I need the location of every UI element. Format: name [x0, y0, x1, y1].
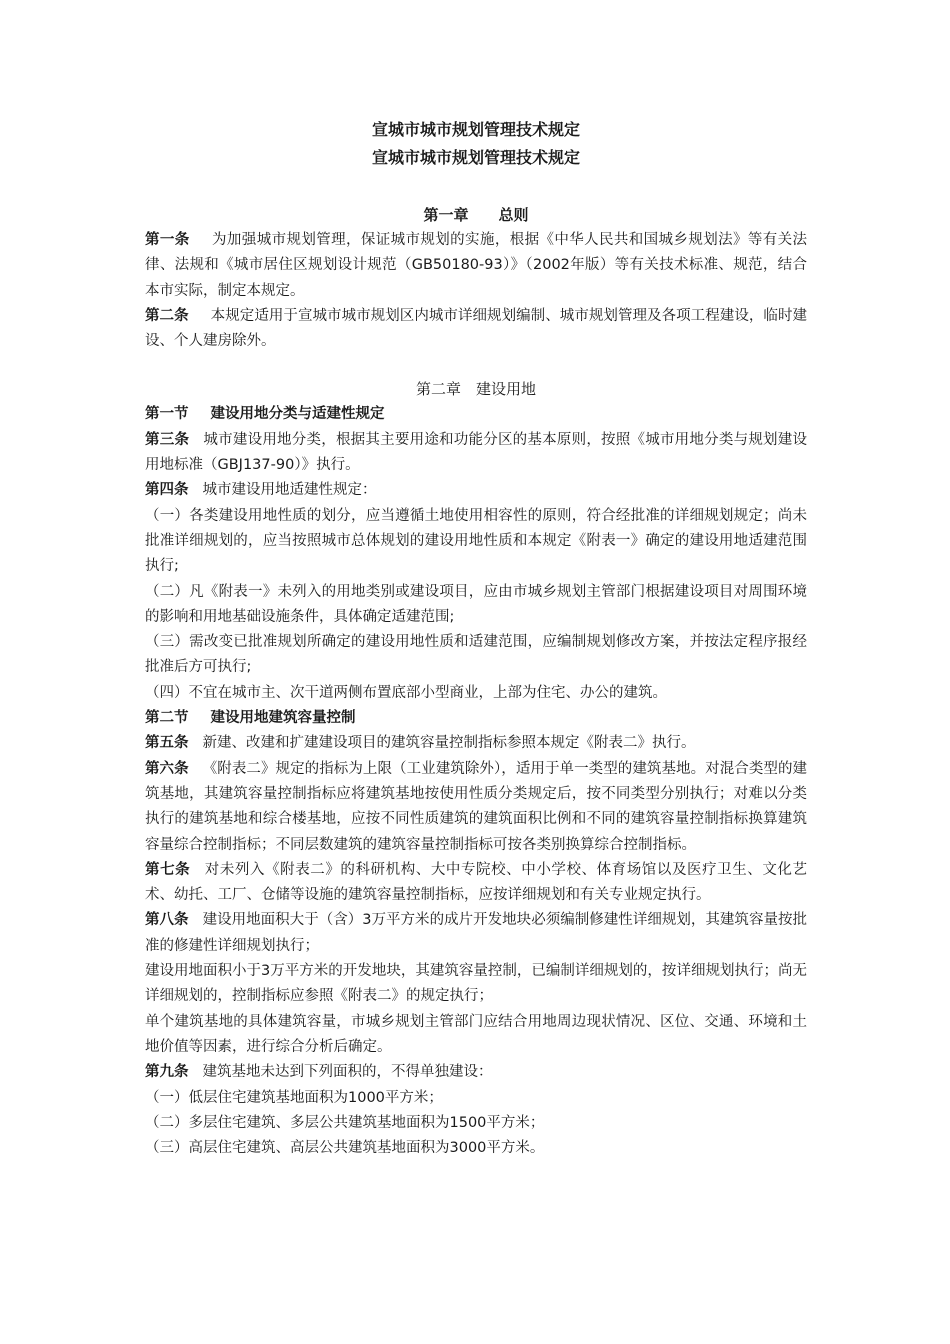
list-item: （一）低层住宅建筑基地面积为1000平方米；: [145, 1089, 443, 1106]
section-label: 第一节: [145, 406, 189, 423]
list-item: （二）凡《附表一》未列入的用地类别或建设项目，应由市城乡规划主管部门根据建设项目对周围环境的影响和用地基础设施条件，具体确定适建范围;: [145, 583, 807, 625]
section-heading-1: [145, 402, 807, 427]
article-1: [145, 228, 807, 304]
article-label: 第一条: [145, 232, 190, 248]
spacer: [145, 354, 807, 376]
list-item: （三）需改变已批准规划所确定的建设用地性质和适建范围，应编制规划修改方案，并按法定程序报经批准后方可执行;: [145, 634, 807, 676]
article-label: 第九条: [145, 1064, 189, 1081]
document-subtitle: 宣城市城市规划管理技术规定: [371, 148, 580, 167]
section-text: 建设用地建筑容量控制: [210, 710, 356, 727]
chapter-heading-2: 第二章 建设用地: [415, 380, 536, 399]
article-label: 第七条: [145, 861, 191, 878]
paragraph: 单个建筑基地的具体建筑容量，市城乡规划主管部门应结合用地周边现状情况、区位、交通、环境和土地价值等因素，进行综合分析后确定。: [145, 1013, 807, 1055]
document-title: 宣城市城市规划管理技术规定: [371, 120, 580, 139]
document-body: [145, 116, 807, 1161]
list-item: （四）不宜在城市主、次干道两侧布置底部小型商业，上部为住宅、办公的建筑。: [145, 684, 667, 701]
section-label: 第二节: [145, 710, 189, 727]
article-8: [145, 908, 807, 959]
list-item: （三）高层住宅建筑、高层公共建筑基地面积为3000平方米。: [145, 1140, 545, 1157]
article-text: 对未列入《附表二》的科研机构、大中专院校、中小学校、体育场馆以及医疗卫生、文化艺术、幼托、工厂、仓储等设施的建筑容量控制指标，应按详细规划和有关专业规定执行。: [145, 861, 808, 904]
article-9: [145, 1060, 807, 1085]
article-4: [145, 478, 807, 503]
article-2: [145, 304, 807, 355]
article-3: [145, 428, 807, 479]
article-6: [145, 757, 807, 858]
chapter-heading-1: 第一章 总则: [423, 206, 529, 224]
article-text: 建设用地面积大于（含）3万平方米的成片开发地块必须编制修建性详细规划，其建筑容量按批准的修建性详细规划执行；: [145, 912, 807, 954]
article-label: 第八条: [145, 912, 189, 929]
spacer: [145, 172, 807, 202]
section-text: 建设用地分类与适建性规定: [210, 406, 385, 423]
list-item: （二）多层住宅建筑、多层公共建筑基地面积为1500平方米；: [145, 1114, 545, 1131]
article-text: 城市建设用地分类，根据其主要用途和功能分区的基本原则，按照《城市用地分类与规划建设用地标准（GBJ137-90）》执行。: [145, 431, 808, 474]
article-label: 第二条: [145, 307, 189, 324]
paragraph: 建设用地面积小于3万平方米的开发地块，其建筑容量控制，已编制详细规划的，按详细规划执行；尚无详细规划的，控制指标应参照《附表二》的规定执行；: [145, 963, 807, 1005]
article-label: 第四条: [145, 482, 189, 499]
article-label: 第三条: [145, 431, 190, 448]
article-text: 建筑基地未达到下列面积的，不得单独建设：: [202, 1064, 493, 1081]
list-item: （一）各类建设用地性质的划分，应当遵循土地使用相容性的原则，符合经批准的详细规划规定；尚未批准详细规划的，应当按照城市总体规划的建设用地性质和本规定《附表一》确定的建设用地适建范围执行;: [145, 507, 807, 575]
article-7: [145, 858, 807, 909]
article-label: 第六条: [145, 760, 189, 777]
article-text: 本规定适用于宣城市城市规划区内城市详细规划编制、城市规划管理及各项工程建设，临时建设、个人建房除外。: [145, 307, 808, 350]
article-text: 为加强城市规划管理，保证城市规划的实施，根据《中华人民共和国城乡规划法》等有关法律、法规和《城市居住区规划设计规范（GB50180-93）》（2002年版）等有关技术标准、规范，结合本市实际，制定本规定。: [145, 232, 808, 299]
article-text: 新建、改建和扩建建设项目的建筑容量控制指标参照本规定《附表二》执行。: [202, 735, 696, 752]
article-text: 《附表二》规定的指标为上限（工业建筑除外），适用于单一类型的建筑基地。对混合类型的建筑基地，其建筑容量控制指标应将建筑基地按使用性质分类规定后，按不同类型分别执行；对难以分类执行的建筑基地和综合楼基地，应按不同性质建筑的建筑面积比例和不同的建筑容量控制指标换算建筑容量综合控制指标；不同层数建筑的建筑容量控制指标可按各类别换算综合控制指标。: [145, 760, 808, 853]
article-5: [145, 731, 807, 756]
article-text: 城市建设用地适建性规定：: [202, 482, 377, 499]
article-label: 第五条: [145, 735, 189, 752]
section-heading-2: [145, 706, 807, 731]
